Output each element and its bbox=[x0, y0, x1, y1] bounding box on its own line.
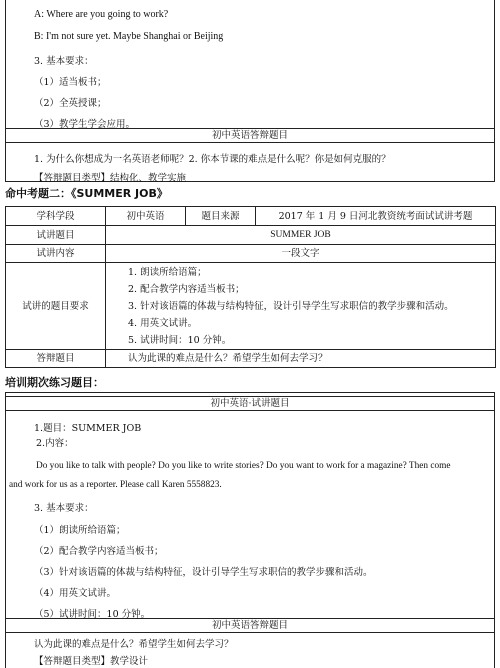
practice-heading: 培训期次练习题目： bbox=[5, 376, 104, 389]
requirement-item: （1）适当板书； bbox=[34, 77, 107, 88]
subject-value: 初中英语 bbox=[106, 207, 186, 226]
source-label: 题目来源 bbox=[186, 207, 256, 226]
answer-questions: 1. 为什么你想成为一名英语老师呢？2. 你本节课的难点是什么呢？你是如何克服的？ bbox=[34, 154, 391, 165]
lesson-topic: 1.题目：SUMMER JOB bbox=[34, 423, 142, 434]
source-value: 2017 年 1 月 9 日河北教资统考面试试讲考题 bbox=[256, 207, 496, 226]
dialog-line-a: A: Where are you going to work? bbox=[34, 9, 169, 20]
requirement-item: （3）教学生学会应用。 bbox=[34, 119, 136, 130]
content-value: 一段文字 bbox=[106, 245, 496, 263]
requirement-item: 1. 朗读所给语篇； bbox=[128, 266, 207, 278]
answer-header: 初中英语答辩题目 bbox=[6, 618, 494, 633]
answer-type: 【答辩题目类型】教学设计 bbox=[34, 656, 149, 667]
subject-label: 学科学段 bbox=[6, 207, 106, 226]
section3-box bbox=[5, 392, 495, 668]
requirement-item: 2. 配合教学内容适当板书； bbox=[128, 283, 245, 295]
answer-value: 认为此课的难点是什么？希望学生如何去学习？ bbox=[106, 350, 496, 368]
answer-label: 答辩题目 bbox=[6, 350, 106, 368]
requirements-label: 试讲的题目要求 bbox=[6, 263, 106, 350]
topic-label: 试讲题目 bbox=[6, 226, 106, 245]
requirement-item: 4. 用英文试讲。 bbox=[128, 317, 198, 329]
requirement-item: （4）用英文试讲。 bbox=[34, 588, 117, 599]
exam-info-table bbox=[5, 206, 496, 368]
topic-value: SUMMER JOB bbox=[106, 226, 496, 245]
lesson-content-label: 2.内容： bbox=[36, 438, 74, 449]
requirement-item: （2）全英授课； bbox=[34, 98, 107, 109]
requirements-list bbox=[106, 263, 496, 350]
requirement-item: （2）配合教学内容适当板书； bbox=[34, 546, 164, 557]
section1-box bbox=[5, 0, 495, 182]
exam-heading: 命中考题二：《SUMMER JOB》 bbox=[5, 187, 168, 200]
answer-question: 认为此课的难点是什么？希望学生如何去学习？ bbox=[34, 639, 234, 650]
requirement-item: 5. 试讲时间：10 分钟。 bbox=[128, 334, 232, 346]
content-label: 试讲内容 bbox=[6, 245, 106, 263]
requirement-item: （3）针对该语篇的体裁与结构特征，设计引导学生写求职信的教学步骤和活动。 bbox=[34, 567, 373, 578]
requirements-title: 3. 基本要求： bbox=[34, 503, 94, 514]
requirement-item: （1）朗读所给语篇； bbox=[34, 525, 126, 536]
answer-header: 初中英语答辩题目 bbox=[6, 128, 494, 143]
requirement-item: 3. 针对该语篇的体裁与结构特征，设计引导学生写求职信的教学步骤和活动。 bbox=[128, 300, 454, 312]
dialog-line-b: B: I'm not sure yet. Maybe Shanghai or Beijing bbox=[34, 31, 224, 42]
lesson-passage-line-1: Do you like to talk with people? Do you like to write stories? Do you want to work for a magazine? Then come bbox=[36, 461, 451, 471]
requirement-item: （5）试讲时间：10 分钟。 bbox=[34, 609, 151, 620]
answer-type: 【答辩题目类型】结构化、教学实施 bbox=[34, 173, 187, 184]
lesson-passage-line-2: and work for us as a reporter. Please call Karen 5558823. bbox=[9, 480, 222, 490]
requirements-title: 3. 基本要求： bbox=[34, 56, 94, 67]
lesson-header: 初中英语·试讲题目 bbox=[6, 396, 494, 411]
